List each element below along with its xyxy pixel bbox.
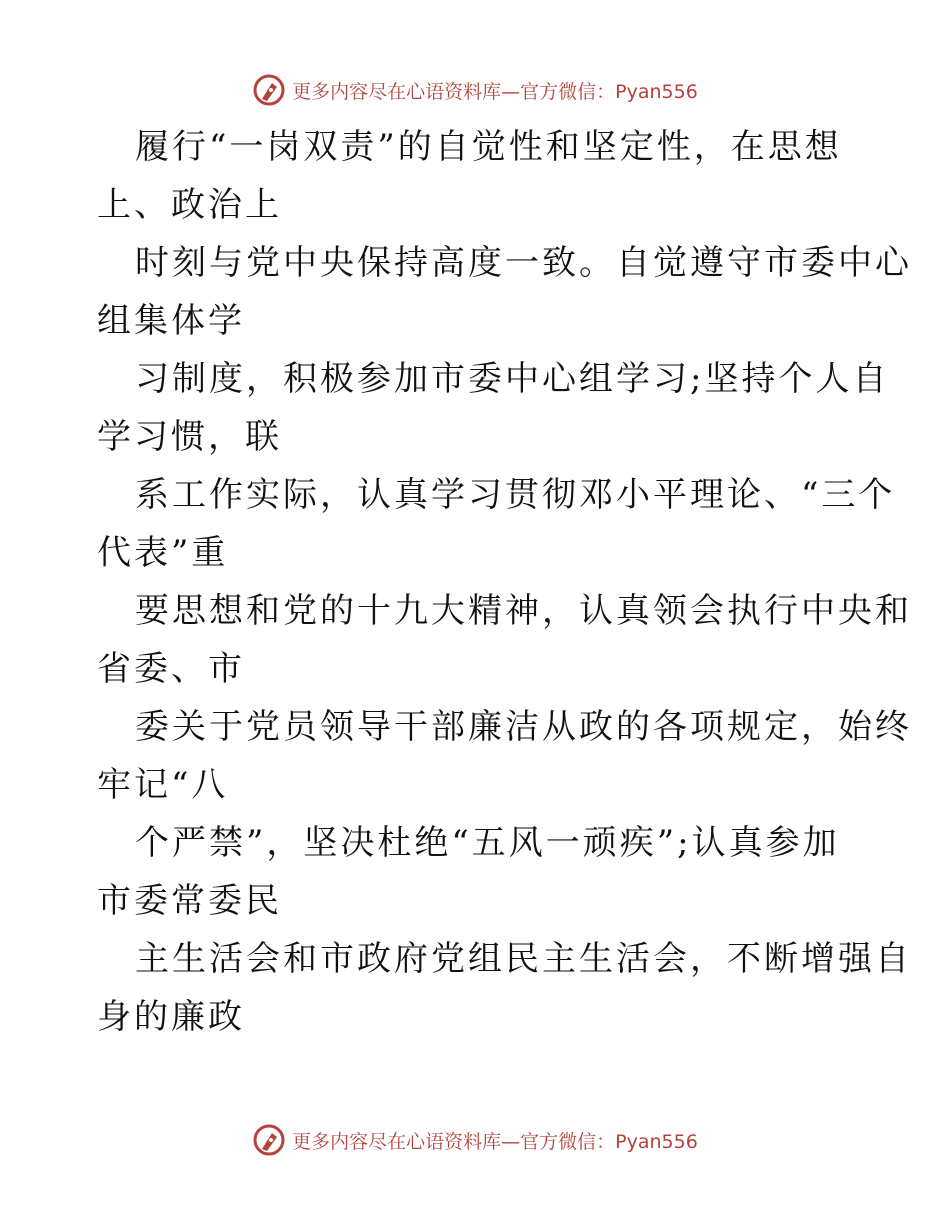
header-banner-text: 更多内容尽在心语资料库—官方微信：Pyan556 (292, 80, 698, 103)
paragraph-line: 主生活会和市政府党组民主生活会，不断增强自 (135, 939, 912, 979)
paragraph-line: 习制度，积极参加市委中心组学习;坚持个人自 (135, 359, 890, 399)
paragraph-line: 系工作实际，认真学习贯彻邓小平理论、“三个 (135, 475, 896, 515)
paragraph-line: 省委、市 (97, 649, 245, 689)
paragraph-line: 学习惯，联 (97, 417, 282, 457)
paragraph-line: 上、政治上 (97, 185, 282, 225)
paragraph-line: 身的廉政 (97, 997, 245, 1037)
pen-nib-logo-icon (252, 73, 286, 107)
paragraph-8 (97, 930, 912, 1046)
paragraph-line: 代表”重 (97, 533, 229, 573)
paragraph-line: 履行“一岗双责”的自觉性和坚定性，在思想 (135, 127, 842, 167)
paragraph-2 (97, 234, 912, 350)
paragraph-7 (97, 814, 877, 930)
header-watermark-banner (0, 70, 950, 110)
paragraph-line: 要思想和党的十九大精神，认真领会执行中央和 (135, 591, 912, 631)
pen-nib-logo-icon (252, 1123, 286, 1157)
footer-banner-text: 更多内容尽在心语资料库—官方微信：Pyan556 (292, 1130, 698, 1153)
paragraph-5 (97, 582, 912, 698)
paragraph-line: 委关于党员领导干部廉洁从政的各项规定，始终 (135, 707, 912, 747)
paragraph-3 (97, 350, 890, 466)
paragraph-1 (97, 118, 877, 234)
footer-watermark-banner (0, 1120, 950, 1160)
paragraph-line: 组集体学 (97, 301, 245, 341)
document-body (97, 118, 912, 1046)
paragraph-line: 牢记“八 (97, 765, 229, 805)
paragraph-line: 市委常委民 (97, 881, 282, 921)
paragraph-line: 时刻与党中央保持高度一致。自觉遵守市委中心 (135, 243, 912, 283)
paragraph-line: 个严禁”，坚决杜绝“五风一顽疾”;认真参加 (135, 823, 840, 863)
paragraph-4 (97, 466, 896, 582)
paragraph-6 (97, 698, 912, 814)
